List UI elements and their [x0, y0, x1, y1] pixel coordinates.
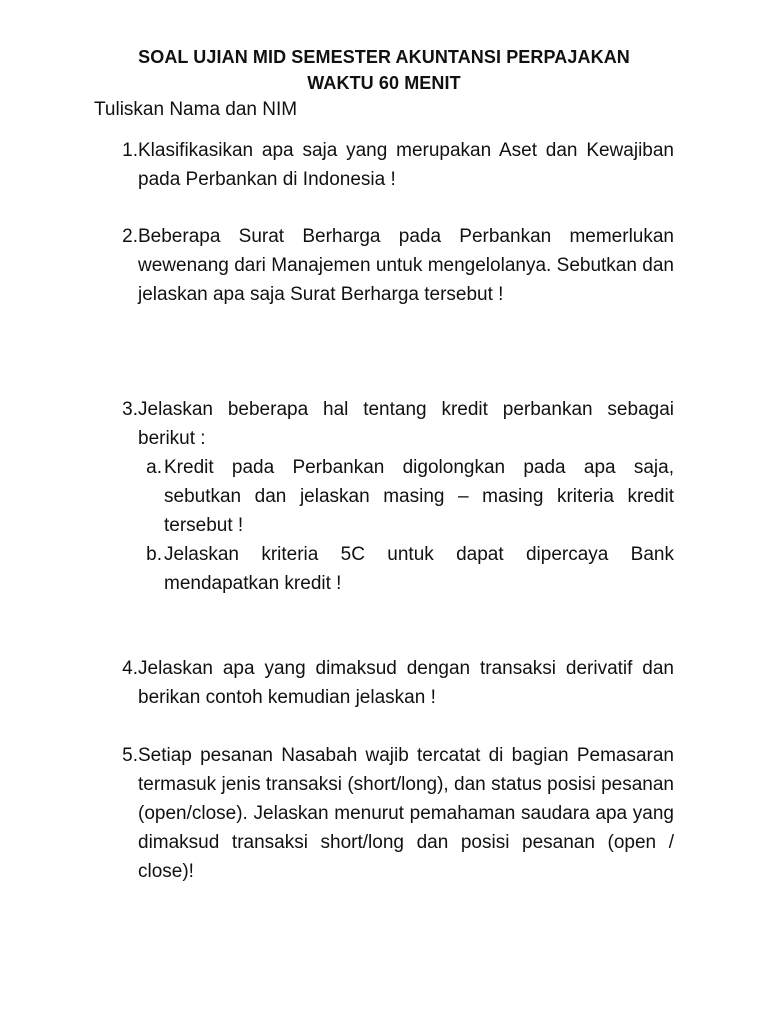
sub-question-letter: a.: [146, 457, 162, 478]
question-text: Jelaskan beberapa hal tentang kredit perbankan sebagai berikut :: [138, 399, 674, 449]
sub-question-text: Jelaskan kriteria 5C untuk dapat dipercaya Bank mendapatkan kredit !: [164, 544, 674, 594]
exam-title: SOAL UJIAN MID SEMESTER AKUNTANSI PERPAJAKAN: [138, 47, 630, 67]
sub-question-letter: b.: [146, 544, 162, 565]
question-text: Setiap pesanan Nasabah wajib tercatat di bagian Pemasaran termasuk jenis transaksi (short/long), dan status posisi pesanan (open/close). Jelaskan menurut pemahaman saudara apa yang dimaksud transaksi short/long dan posisi pesanan (open / close)!: [138, 745, 674, 882]
question-text: Beberapa Surat Berharga pada Perbankan memerlukan wewenang dari Manajemen untuk mengelolanya. Sebutkan dan jelaskan apa saja Surat Berharga tersebut !: [138, 226, 674, 305]
question-number: 4.: [122, 658, 138, 679]
question-text: Jelaskan apa yang dimaksud dengan transaksi derivatif dan berikan contoh kemudian jelaskan !: [138, 658, 674, 708]
question-number: 2.: [122, 226, 138, 247]
question-text: Klasifikasikan apa saja yang merupakan Aset dan Kewajiban pada Perbankan di Indonesia !: [138, 140, 674, 190]
sub-question-text: Kredit pada Perbankan digolongkan pada apa saja, sebutkan dan jelaskan masing – masing kriteria kredit tersebut !: [164, 457, 674, 536]
exam-duration: WAKTU 60 MENIT: [307, 73, 461, 93]
question-number: 1.: [122, 140, 138, 161]
instruction-text: Tuliskan Nama dan NIM: [94, 99, 298, 120]
question-number: 5.: [122, 745, 138, 766]
question-number: 3.: [122, 399, 138, 420]
